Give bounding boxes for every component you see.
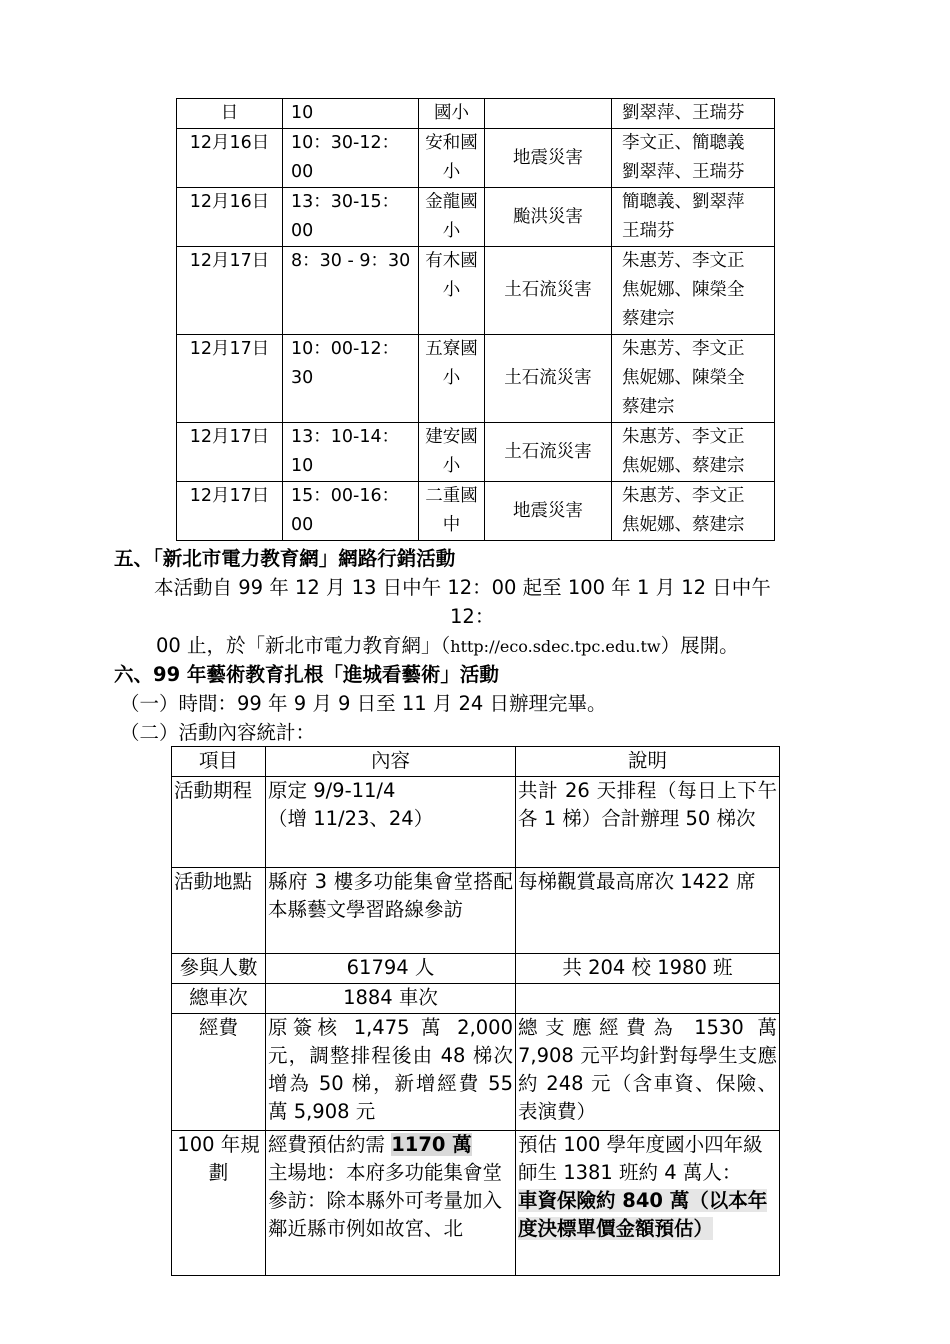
schedule-person-line: 蔡建宗 xyxy=(622,397,675,417)
budget-content: 原簽核 1,475 萬 2,000 元，調整排程後由 48 梯次增為 50 梯，新增經費 55 萬 5,908 元 xyxy=(266,1014,516,1131)
schedule-time: 13：30-15：00 xyxy=(283,188,419,247)
schedule-topic: 土石流災害 xyxy=(485,247,612,335)
schedule-person-line: 焦妮娜、陳榮全 xyxy=(622,368,745,388)
stats-header-row xyxy=(172,747,780,777)
section5-line3: 00 止，於「新北市電力教育網」（http://eco.sdec.tpc.edu.tw）展開。 xyxy=(156,634,739,657)
schedule-date: 12月17日 xyxy=(177,247,283,335)
schedule-people xyxy=(612,129,775,188)
schedule-person-line: 焦妮娜、蔡建宗 xyxy=(622,456,745,476)
header-item: 項目 xyxy=(172,747,266,777)
schedule-school: 有木國小 xyxy=(419,247,485,335)
participants-note: 共 204 校 1980 班 xyxy=(516,954,780,984)
schedule-person-line: 王瑞芬 xyxy=(622,221,675,241)
schedule-row xyxy=(177,482,775,541)
plan-note: 預估 100 學年度國小四年級師生 1381 班約 4 萬人： 車資保險約 840 萬（以本年度決標單價金額預估） xyxy=(516,1131,780,1276)
schedule-school: 國小 xyxy=(419,99,485,129)
stats-row-period xyxy=(172,777,780,868)
schedule-person-line: 朱惠芳、李文正 xyxy=(622,427,745,447)
schedule-school: 金龍國小 xyxy=(419,188,485,247)
schedule-time: 13：10-14：10 xyxy=(283,423,419,482)
schedule-row xyxy=(177,423,775,482)
plan-budget-highlight: 1170 萬 xyxy=(391,1133,472,1156)
section6-time: （一）時間：99 年 9 月 9 日至 11 月 24 日辦理完畢。 xyxy=(120,692,607,715)
section5-line2: 12： xyxy=(450,605,495,628)
schedule-people xyxy=(612,188,775,247)
schedule-people xyxy=(612,247,775,335)
vehicles-label: 總車次 xyxy=(172,984,266,1014)
schedule-time: 10：30-12：00 xyxy=(283,129,419,188)
schedule-topic: 土石流災害 xyxy=(485,335,612,423)
schedule-topic: 地震災害 xyxy=(485,129,612,188)
plan-content: 經費預估約需 1170 萬 主場地：本府多功能集會堂 參訪：除本縣外可考量加入鄰近縣市例如故宮、北 xyxy=(266,1131,516,1276)
schedule-row xyxy=(177,99,775,129)
period-label: 活動期程 xyxy=(172,777,266,868)
schedule-school: 建安國小 xyxy=(419,423,485,482)
section6-stats-title: （二）活動內容統計： xyxy=(120,721,316,744)
schedule-date: 12月16日 xyxy=(177,188,283,247)
stats-row-plan xyxy=(172,1131,780,1276)
schedule-table xyxy=(176,98,775,541)
schedule-date: 12月17日 xyxy=(177,482,283,541)
header-note: 說明 xyxy=(516,747,780,777)
stats-row-place xyxy=(172,868,780,954)
schedule-person-line: 焦妮娜、蔡建宗 xyxy=(622,515,745,535)
schedule-date: 12月17日 xyxy=(177,423,283,482)
header-content: 內容 xyxy=(266,747,516,777)
section5-heading: 五、「新北市電力教育網」網路行銷活動 xyxy=(114,547,456,570)
schedule-date: 12月16日 xyxy=(177,129,283,188)
plan-vehicle-highlight: 車資保險約 840 萬（以本年度決標單價金額預估） xyxy=(518,1189,768,1240)
schedule-people xyxy=(612,99,775,129)
vehicles-note xyxy=(516,984,780,1014)
stats-row-vehicles xyxy=(172,984,780,1014)
schedule-date: 日 xyxy=(177,99,283,129)
stats-row-budget xyxy=(172,1014,780,1131)
place-content: 縣府 3 樓多功能集會堂搭配本縣藝文學習路線參訪 xyxy=(266,868,516,954)
schedule-people xyxy=(612,423,775,482)
plan-label: 100 年規劃 xyxy=(172,1131,266,1276)
schedule-person-line: 焦妮娜、陳榮全 xyxy=(622,280,745,300)
budget-label: 經費 xyxy=(172,1014,266,1131)
period-note: 共計 26 天排程（每日上下午各 1 梯）合計辦理 50 梯次 xyxy=(516,777,780,868)
schedule-school: 五寮國小 xyxy=(419,335,485,423)
schedule-time: 15：00-16：00 xyxy=(283,482,419,541)
participants-label: 參與人數 xyxy=(172,954,266,984)
stats-table xyxy=(171,746,780,1276)
stats-row-participants xyxy=(172,954,780,984)
schedule-people xyxy=(612,482,775,541)
period-content: 原定 9/9-11/4 （增 11/23、24） xyxy=(266,777,516,868)
schedule-school: 安和國小 xyxy=(419,129,485,188)
schedule-time: 10 xyxy=(283,99,419,129)
website-url[interactable]: http://eco.sdec.tpc.edu.tw xyxy=(450,637,661,656)
schedule-row xyxy=(177,129,775,188)
schedule-person-line: 朱惠芳、李文正 xyxy=(622,486,745,506)
place-note: 每梯觀賞最高席次 1422 席 xyxy=(516,868,780,954)
schedule-person-line: 劉翠萍、王瑞芬 xyxy=(622,162,745,182)
place-label: 活動地點 xyxy=(172,868,266,954)
schedule-people xyxy=(612,335,775,423)
schedule-topic: 颱洪災害 xyxy=(485,188,612,247)
participants-content: 61794 人 xyxy=(266,954,516,984)
schedule-topic: 地震災害 xyxy=(485,482,612,541)
schedule-person-line: 蔡建宗 xyxy=(622,309,675,329)
schedule-school: 二重國中 xyxy=(419,482,485,541)
schedule-person-line: 朱惠芳、李文正 xyxy=(622,251,745,271)
budget-note: 總支應經費為 1530 萬 7,908 元平均針對每學生支應約 248 元（含車資、保險、表演費） xyxy=(516,1014,780,1131)
schedule-time: 10：00-12：30 xyxy=(283,335,419,423)
vehicles-content: 1884 車次 xyxy=(266,984,516,1014)
schedule-date: 12月17日 xyxy=(177,335,283,423)
schedule-row xyxy=(177,247,775,335)
section5-line1: 本活動自 99 年 12 月 13 日中午 12：00 起至 100 年 1 月 12 日中午 xyxy=(154,576,771,599)
schedule-topic: 土石流災害 xyxy=(485,423,612,482)
schedule-person-line: 朱惠芳、李文正 xyxy=(622,339,745,359)
schedule-person-line: 李文正、簡聰義 xyxy=(622,133,745,153)
schedule-time: 8：30 - 9：30 xyxy=(283,247,419,335)
schedule-row xyxy=(177,335,775,423)
section6-heading: 六、99 年藝術教育扎根「進城看藝術」活動 xyxy=(114,663,499,686)
schedule-person-line: 簡聰義、劉翠萍 xyxy=(622,192,745,212)
schedule-person-line: 劉翠萍、王瑞芬 xyxy=(622,103,745,123)
schedule-topic xyxy=(485,99,612,129)
schedule-row xyxy=(177,188,775,247)
